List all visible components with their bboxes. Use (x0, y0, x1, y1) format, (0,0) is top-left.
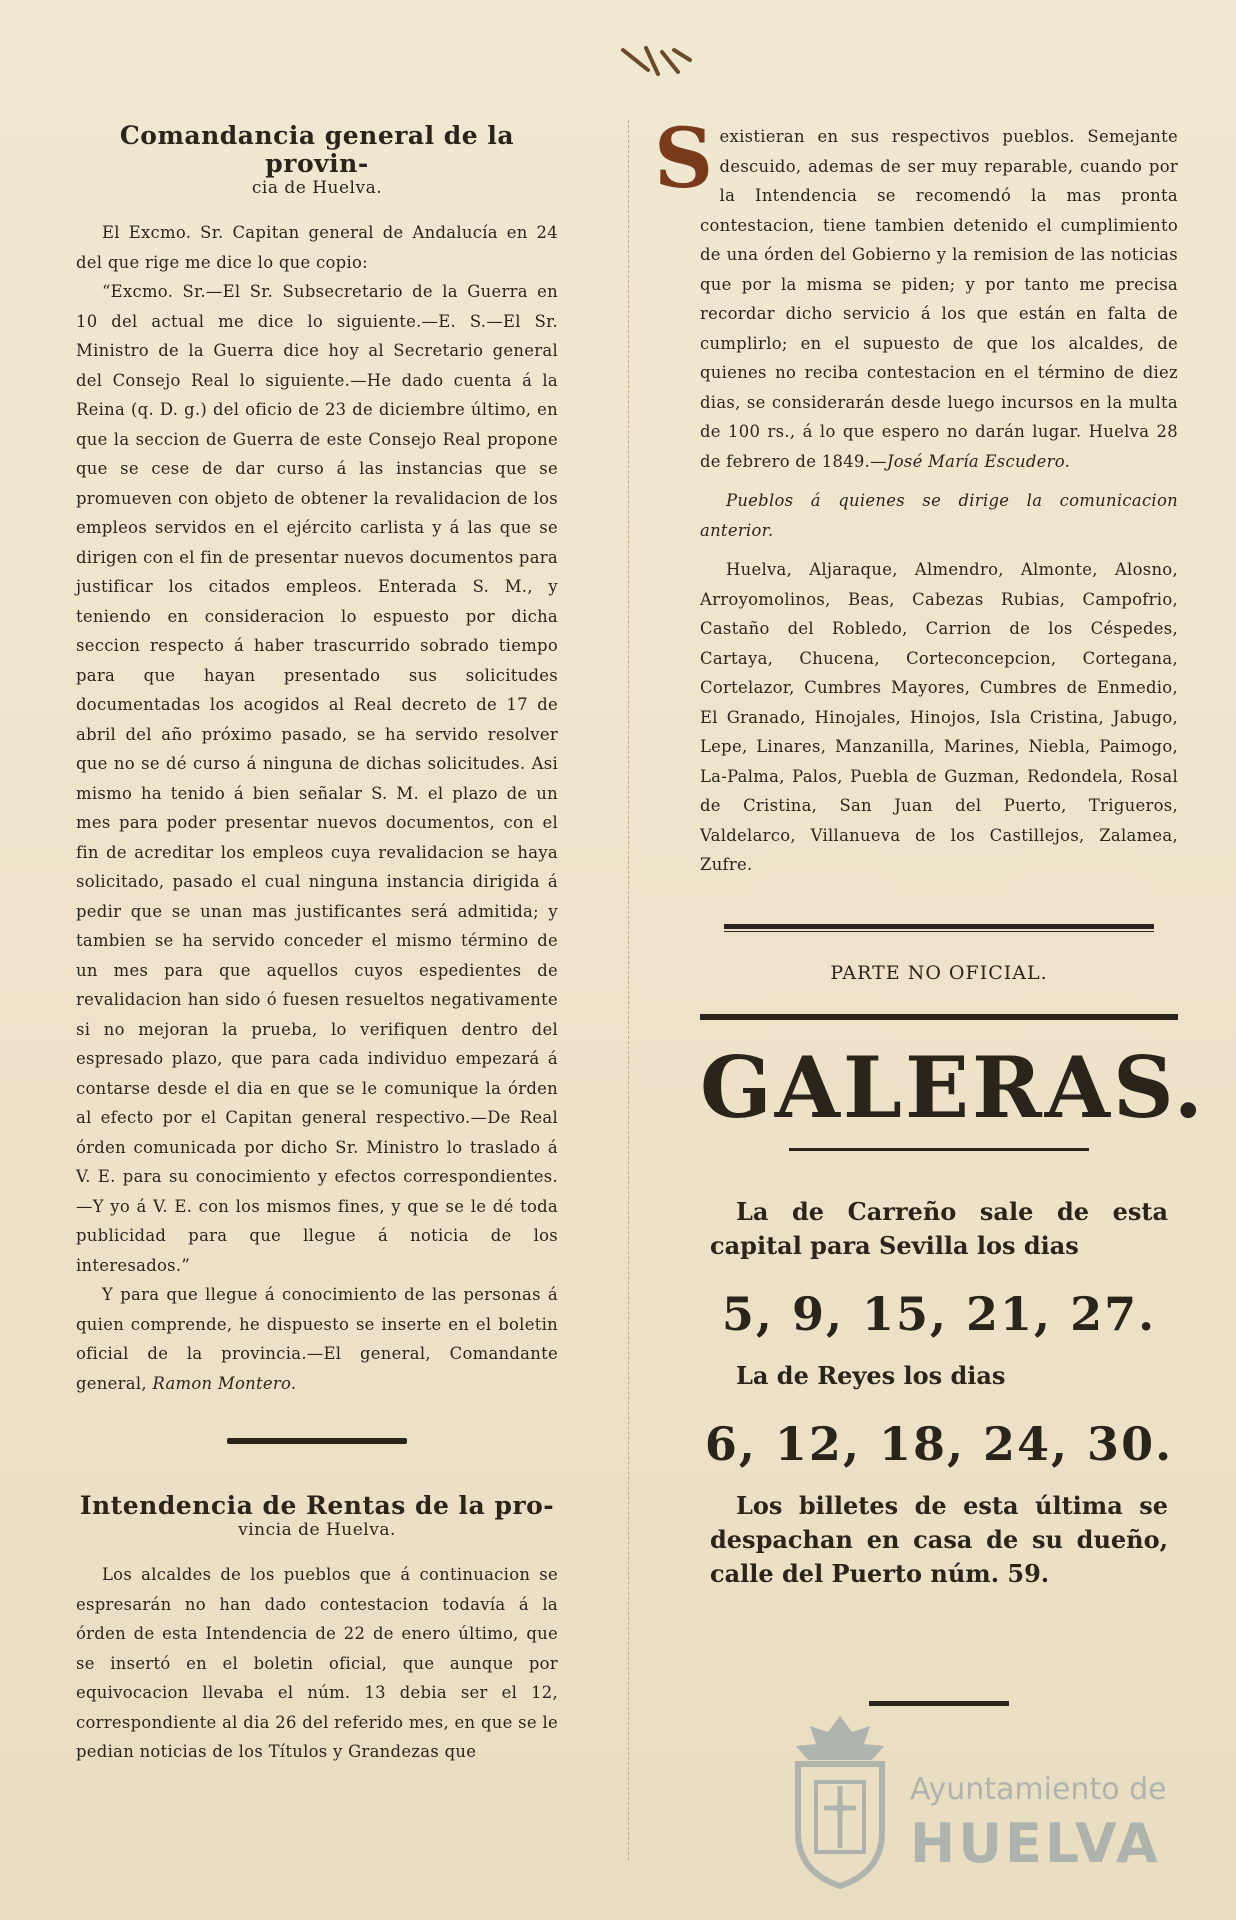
reyes-schedule-text: La de Reyes los dias (736, 1360, 1006, 1390)
left-column (76, 122, 558, 1767)
drop-cap-letter: S (654, 111, 714, 207)
section-title-intendencia: Intendencia de Rentas de la pro- (79, 1491, 555, 1520)
towns-heading: Pueblos á quienes se dirige la comunicacion anterior. (700, 491, 1178, 540)
paragraph-intendencia: Los alcaldes de los pueblos que á continuacion se espresarán no han dado contestacion todavía á la órden de esta Intendencia de 22 de enero último, que se insertó en el boletin oficial, que aunque por equivocacion llevaba el núm. 13 debia ser el 12, correspondiente al dia 26 del referido mes, en que se le pedian noticias de los Títulos y Grandezas que (76, 1565, 558, 1761)
carreno-days: 5, 9, 15, 21, 27. (721, 1286, 1157, 1341)
continuation-text: existieran en sus respectivos pueblos. Semejante descuido, ademas de ser muy reparable, cuando por la Intendencia se recomendó la mas pronta contestacion, tiene tambien detenido el cumplimiento de una órden del Gobierno y la remision de las noticias que por la misma se piden; y por tanto me precisa recordar dicho servicio á los que están en falta de cumplirlo; en el supuesto de que los alcaldes, de quienes no reciba contestacion en el término de diez dias, se considerarán desde luego incursos en la multa de 100 rs., á lo que espero no darán lugar. Huelva 28 de febrero de 1849.— (700, 127, 1178, 471)
section-subtitle-intendencia: vincia de Huelva. (238, 1520, 396, 1540)
right-column (654, 111, 1206, 1706)
conclusion-text: Y para que llegue á conocimiento de las personas á quien comprende, he dispuesto se inserte en el boletin oficial de la provincia.—El general, Comandante general, (76, 1285, 558, 1393)
ayuntamiento-watermark (780, 1712, 1220, 1892)
paragraph-conclusion (76, 1280, 558, 1398)
galeras-heading: GALERAS. (700, 1037, 1206, 1137)
section-separator (227, 1438, 407, 1444)
signature-montero: Ramon Montero. (152, 1373, 297, 1393)
section-title-comandancia: Comandancia general de la provin- (119, 121, 515, 178)
watermark-line2: HUELVA (910, 1812, 1161, 1875)
towns-list: Huelva, Aljaraque, Almendro, Almonte, Alosno, Arroyomolinos, Beas, Cabezas Rubias, Campofrio, Castaño del Robledo, Carrion de los Céspedes, Cartaya, Chucena, Corteconcepcion, Cortegana, Cortelazor, Cumbres Mayores, Cumbres de Enmedio, El Granado, Hinojales, Hinojos, Isla Cristina, Jabugo, Lepe, Linares, Manzanilla, Marines, Niebla, Paimogo, La-Palma, Palos, Puebla de Guzman, Redondela, Rosal de Cristina, San Juan del Puerto, Trigueros, Valdelarco, Villanueva de los Castillejos, Zalamea, Zufre. (700, 560, 1178, 874)
short-rule (789, 1148, 1089, 1151)
billetes-text: Los billetes de esta última se despachan en casa de su dueño, calle del Puerto núm. 59. (710, 1490, 1168, 1588)
paragraph-continuation (654, 111, 1178, 476)
parte-no-oficial-heading: PARTE NO OFICIAL. (830, 961, 1048, 984)
end-rule (869, 1701, 1009, 1706)
double-rule (724, 924, 1154, 932)
paragraph-quoted-order: “Excmo. Sr.—El Sr. Subsecretario de la Guerra en 10 del actual me dice lo siguiente.—E. S.—El Sr. Ministro de la Guerra dice hoy al Secretario general del Consejo Real lo siguiente.—He dado cuenta á la Reina (q. D. g.) del oficio de 23 de diciembre último, en que la seccion de Guerra de este Consejo Real propone que se cese de dar curso á las instancias que se promueven con objeto de obtener la revalidacion de los empleos servidos en el ejército carlista y á las que se dirigen con el fin de presentar nuevos documentos para justificar los citados empleos. Enterada S. M., y teniendo en consideracion lo espuesto por dicha seccion respecto á haber trascurrido sobrado tiempo para que hayan presentado sus solicitudes documentadas los acogidos al Real decreto de 17 de abril del año próximo pasado, se ha servido resolver que no se dé curso á ninguna de dichas solicitudes. Asi mismo ha tenido á bien señalar S. M. el plazo de un mes para poder presentar nuevos documentos, con el fin de acreditar los empleos cuya revalidacion se haya solicitado, pasado el cual ninguna instancia dirigida á pedir que se unan mas justificantes será admitida; y tambien se ha servido conceder el mismo término de un mes para que aquellos cuyos espedientes de revalidacion han sido ó fuesen resueltos negativamente si no mejoran la prueba, lo verifiquen dentro del espresado plazo, que para cada individuo empezará á contarse desde el dia en que se le comunique la órden al efecto por el Capitan general respectivo.—De Real órden comunicada por dicho Sr. Ministro lo traslado á V. E. para su conocimiento y efectos correspondientes.—Y yo á V. E. con los mismos fines, y que se le dé toda publicidad para que llegue á noticia de los interesados.” (76, 282, 558, 1275)
signature-escudero: José María Escudero. (886, 451, 1071, 471)
ink-ornament-icon (618, 40, 698, 90)
paragraph-intro: El Excmo. Sr. Capitan general de Andalucía en 24 del que rige me dice lo que copio: (76, 223, 558, 272)
crest-icon (780, 1712, 900, 1890)
column-divider (628, 120, 629, 1860)
thick-rule (700, 1014, 1178, 1020)
reyes-days: 6, 12, 18, 24, 30. (704, 1416, 1174, 1471)
section-subtitle-comandancia: cia de Huelva. (251, 178, 383, 198)
watermark-line1: Ayuntamiento de (910, 1772, 1167, 1807)
carreno-schedule-text: La de Carreño sale de esta capital para Sevilla los dias (710, 1196, 1168, 1260)
